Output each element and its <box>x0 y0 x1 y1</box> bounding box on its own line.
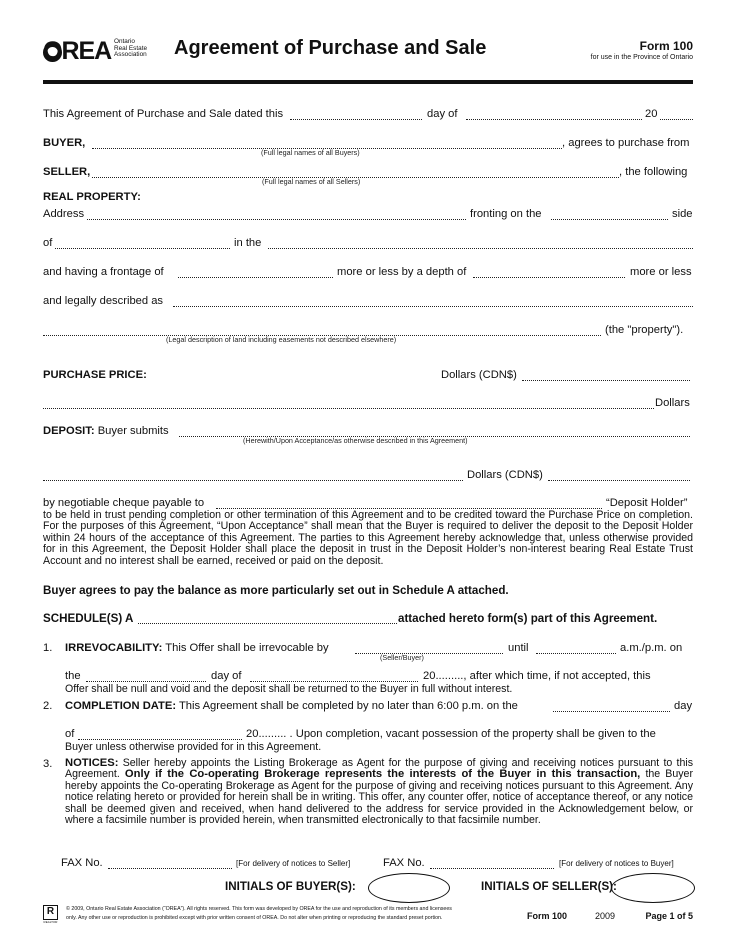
intro-year: 20 <box>645 108 658 120</box>
purchase-price-numeric-field[interactable] <box>522 380 690 381</box>
clause-1-line <box>65 642 329 654</box>
irrevocable-time-field[interactable] <box>536 653 616 654</box>
buyer-hint: (Full legal names of all Buyers) <box>261 148 360 157</box>
seller-suffix: , the following <box>619 166 688 178</box>
clause-1-text: This Offer shall be irrevocable by <box>165 642 329 654</box>
fax-buyer-note: [For delivery of notices to Buyer] <box>559 859 674 868</box>
seller-hint: (Full legal names of all Sellers) <box>262 177 361 186</box>
intro-date-field[interactable] <box>290 119 422 120</box>
deposit-amount-words-field[interactable] <box>43 480 463 481</box>
intro-day-of: day of <box>427 108 458 120</box>
clause-3-body <box>65 758 693 826</box>
orea-logo-text: OREA <box>43 37 112 65</box>
schedule-suffix: attached hereto form(s) part of this Agreement. <box>398 612 658 625</box>
realtor-logo <box>43 905 58 925</box>
initials-buyer-label: INITIALS OF BUYER(S): <box>225 880 356 893</box>
address-field[interactable] <box>87 219 466 220</box>
initials-seller-oval[interactable] <box>611 873 695 903</box>
form-use: for use in the Province of Ontario <box>590 54 693 61</box>
footer-form-number: Form 100 <box>527 911 568 921</box>
clause-2-year-text: 20......... . Upon completion, vacant possession of the property shall be given to the <box>246 728 656 740</box>
realtor-word: REALTOR <box>43 920 58 924</box>
clause-2-of: of <box>65 728 75 740</box>
clause-2-text: This Agreement shall be completed by no later than 6:00 p.m. on the <box>178 700 518 712</box>
footer-year: 2009 <box>595 911 616 921</box>
copyright-line-1: © 2009, Ontario Real Estate Association (“OREA”). All rights reserved. This form was developed by OREA for the use and reproduction of its members and licensees <box>66 906 452 912</box>
balance-statement: Buyer agrees to pay the balance as more particularly set out in Schedule A attached. <box>43 584 509 597</box>
clause-3-number: 3. <box>43 758 53 770</box>
clause-3-text2: the Buyer hereby appoints the Co-operating Brokerage as Agent for the purpose of giving and receiving notices pursuant to this Agreement. Any notice relating hereto or provided for herein shall be in writing. This offer, any counter offer, notice of acceptance thereof, or any notice shall be deemed given and received, when hand delivered to the address for service provided in the Acknowledgement below, or where a facsimile number is provided herein, when transmitted electronically to that facsimile number. <box>65 768 693 827</box>
purchase-price-currency: Dollars (CDN$) <box>441 369 517 381</box>
depth-field[interactable] <box>473 277 625 278</box>
clause-1-tail: Offer shall be null and void and the deposit shall be returned to the Buyer in full without interest. <box>65 683 513 695</box>
of-label: of <box>43 237 53 249</box>
clause-3-bold: Only if the Co-operating Brokerage represents the interests of the Buyer in this transaction, <box>124 768 641 781</box>
frontage-field[interactable] <box>178 277 333 278</box>
header-divider <box>43 80 693 84</box>
orea-logo <box>43 37 111 66</box>
fax-buyer-label: FAX No. <box>383 857 425 869</box>
irrevocable-month-field[interactable] <box>250 681 418 682</box>
orea-logo-sub-line: Real Estate <box>114 44 148 52</box>
intro-year-field[interactable] <box>660 119 693 120</box>
in-the-label: in the <box>234 237 262 249</box>
clause-1-year-text: 20........., after which time, if not accepted, this <box>423 670 651 682</box>
clause-2-label: COMPLETION DATE: <box>65 700 177 712</box>
deposit-currency: Dollars (CDN$) <box>467 469 543 481</box>
frontage-label: and having a frontage of <box>43 266 164 278</box>
orea-logo-sub-line: Association <box>114 51 147 59</box>
footer-page-number: Page 1 of 5 <box>645 911 693 921</box>
clause-1-day-of: day of <box>211 670 242 682</box>
intro-month-field[interactable] <box>466 119 642 120</box>
irrevocable-by-field[interactable] <box>355 653 503 654</box>
clause-2-number: 2. <box>43 700 53 712</box>
more-or-less-label: more or less <box>630 266 692 278</box>
realtor-r-letter: R <box>46 906 55 917</box>
orea-logo-sub-line: Ontario <box>114 38 135 45</box>
cheque-label: by negotiable cheque payable to <box>43 497 205 509</box>
schedule-field[interactable] <box>138 623 397 624</box>
clause-1-label: IRREVOCABILITY: <box>65 642 163 654</box>
municipality-field[interactable] <box>268 248 693 249</box>
clause-3-text1: Seller hereby appoints the Listing Brokerage as Agent for the purpose of giving and receiving notices pursuant to this Agreement. <box>65 757 693 781</box>
page-title: Agreement of Purchase and Sale <box>174 37 487 59</box>
clause-1-ampm: a.m./p.m. on <box>620 642 683 654</box>
fax-seller-field[interactable] <box>108 868 232 869</box>
legally-described-label: and legally described as <box>43 295 164 307</box>
real-property-heading: REAL PROPERTY: <box>43 191 141 203</box>
clause-2-line <box>65 700 518 712</box>
address-label: Address <box>43 208 85 220</box>
depth-label: more or less by a depth of <box>337 266 467 278</box>
deposit-submits: Buyer submits <box>97 425 169 437</box>
purchase-price-words-field[interactable] <box>43 408 654 409</box>
seller-label: SELLER, <box>43 166 91 178</box>
clause-1-the: the <box>65 670 81 682</box>
purchase-price-label: PURCHASE PRICE: <box>43 369 147 381</box>
fronting-on-label: fronting on the <box>470 208 542 220</box>
irrevocable-hint: (Seller/Buyer) <box>380 653 424 662</box>
fax-buyer-field[interactable] <box>430 868 554 869</box>
copyright-line-2: only. Any other use or reproduction is prohibited except with prior written consent of OREA. Do not alter when printing or reproducing the standard preset portion. <box>66 915 443 921</box>
intro-text: This Agreement of Purchase and Sale dated this <box>43 108 284 120</box>
orea-logo-subtitle <box>114 39 147 59</box>
legal-hint: (Legal description of land including easements not described elsewhere) <box>166 335 397 344</box>
completion-month-field[interactable] <box>78 739 242 740</box>
deposit-label: DEPOSIT: <box>43 425 95 437</box>
of-field[interactable] <box>55 248 230 249</box>
deposit-holder-label: “Deposit Holder” <box>606 497 688 509</box>
clause-3-label: NOTICES: <box>65 757 119 769</box>
deposit-body: to be held in trust pending completion or other termination of this Agreement and to be credited toward the Purchase Price on completion. For the purposes of this Agreement, “Upon Acceptance” shall mean that the Buyer is required to deliver the deposit to the Deposit Holder within 24 hours of the acceptance of this Agreement. The parties to this Agreement hereby acknowledge that, unless otherwise provided for in this Agreement, the Deposit Holder shall place the deposit in trust in the Deposit Holder’s non-interest bearing Real Estate Trust Account and no interest shall be earned, received or paid on the deposit. <box>43 509 693 567</box>
clause-1-until: until <box>508 642 529 654</box>
schedule-label: SCHEDULE(S) A <box>43 612 134 625</box>
clause-1-number: 1. <box>43 642 53 654</box>
purchase-price-dollars: Dollars <box>655 397 690 409</box>
side-label: side <box>672 208 693 220</box>
fax-seller-note: [For delivery of notices to Seller] <box>236 859 351 868</box>
irrevocable-day-field[interactable] <box>86 681 206 682</box>
fronting-on-field[interactable] <box>551 219 668 220</box>
property-suffix: (the "property"). <box>605 324 684 336</box>
deposit-hint: (Herewith/Upon Acceptance/as otherwise described in this Agreement) <box>243 436 468 445</box>
realtor-r-icon <box>43 905 58 920</box>
initials-buyer-oval[interactable] <box>368 873 450 903</box>
buyer-label: BUYER, <box>43 137 86 149</box>
initials-seller-label: INITIALS OF SELLER(S): <box>481 880 617 893</box>
deposit-line <box>43 425 169 437</box>
clause-2-day: day <box>674 700 693 712</box>
completion-day-field[interactable] <box>553 711 670 712</box>
fax-seller-label: FAX No. <box>61 857 103 869</box>
clause-2-tail: Buyer unless otherwise provided for in this Agreement. <box>65 741 322 753</box>
deposit-amount-field[interactable] <box>548 480 690 481</box>
form-number: Form 100 <box>639 39 693 53</box>
legal-description-field[interactable] <box>173 306 693 307</box>
buyer-suffix: , agrees to purchase from <box>562 137 690 149</box>
